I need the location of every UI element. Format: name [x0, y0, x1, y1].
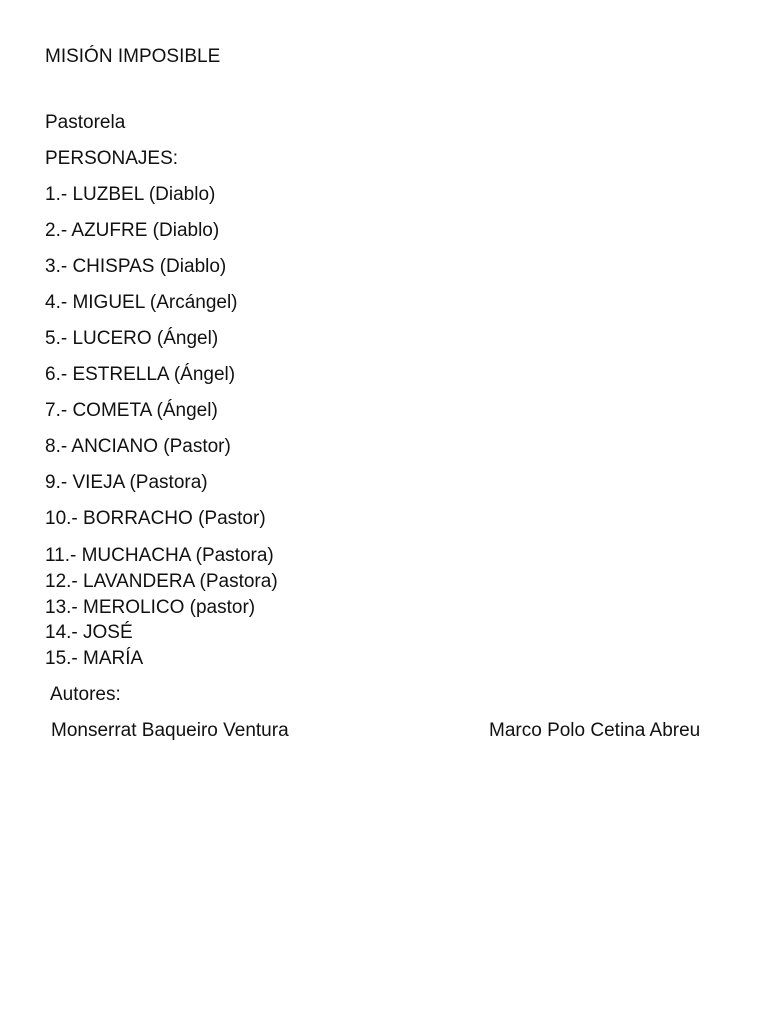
cast-item: 7.- COMETA (Ángel) [45, 400, 218, 421]
cast-item: 1.- LUZBEL (Diablo) [45, 184, 216, 205]
cast-item: 14.- JOSÉ [45, 622, 133, 644]
cast-item: 2.- AZUFRE (Diablo) [45, 220, 220, 241]
cast-item: 3.- CHISPAS (Diablo) [45, 256, 227, 277]
cast-item: 9.- VIEJA (Pastora) [45, 472, 208, 493]
author-name: Marco Polo Cetina Abreu [489, 720, 701, 741]
cast-item: 4.- MIGUEL (Arcángel) [45, 292, 238, 313]
cast-heading: PERSONAJES: [45, 148, 179, 169]
cast-item: 15.- MARÍA [45, 648, 144, 669]
document-title: MISIÓN IMPOSIBLE [45, 46, 221, 67]
document-subtitle: Pastorela [45, 112, 126, 133]
cast-item: 5.- LUCERO (Ángel) [45, 328, 219, 349]
cast-item: 11.- MUCHACHA (Pastora) [45, 545, 274, 566]
cast-list [45, 184, 266, 544]
cast-item: 10.- BORRACHO (Pastor) [45, 508, 266, 529]
author-name: Monserrat Baqueiro Ventura [51, 720, 289, 741]
cast-list-continued [45, 545, 278, 674]
cast-item: 8.- ANCIANO (Pastor) [45, 436, 231, 457]
authors-heading: Autores: [50, 684, 121, 705]
cast-item: 6.- ESTRELLA (Ángel) [45, 364, 236, 385]
cast-item: 12.- LAVANDERA (Pastora) [45, 570, 278, 592]
cast-item: 13.- MEROLICO (pastor) [45, 596, 256, 618]
